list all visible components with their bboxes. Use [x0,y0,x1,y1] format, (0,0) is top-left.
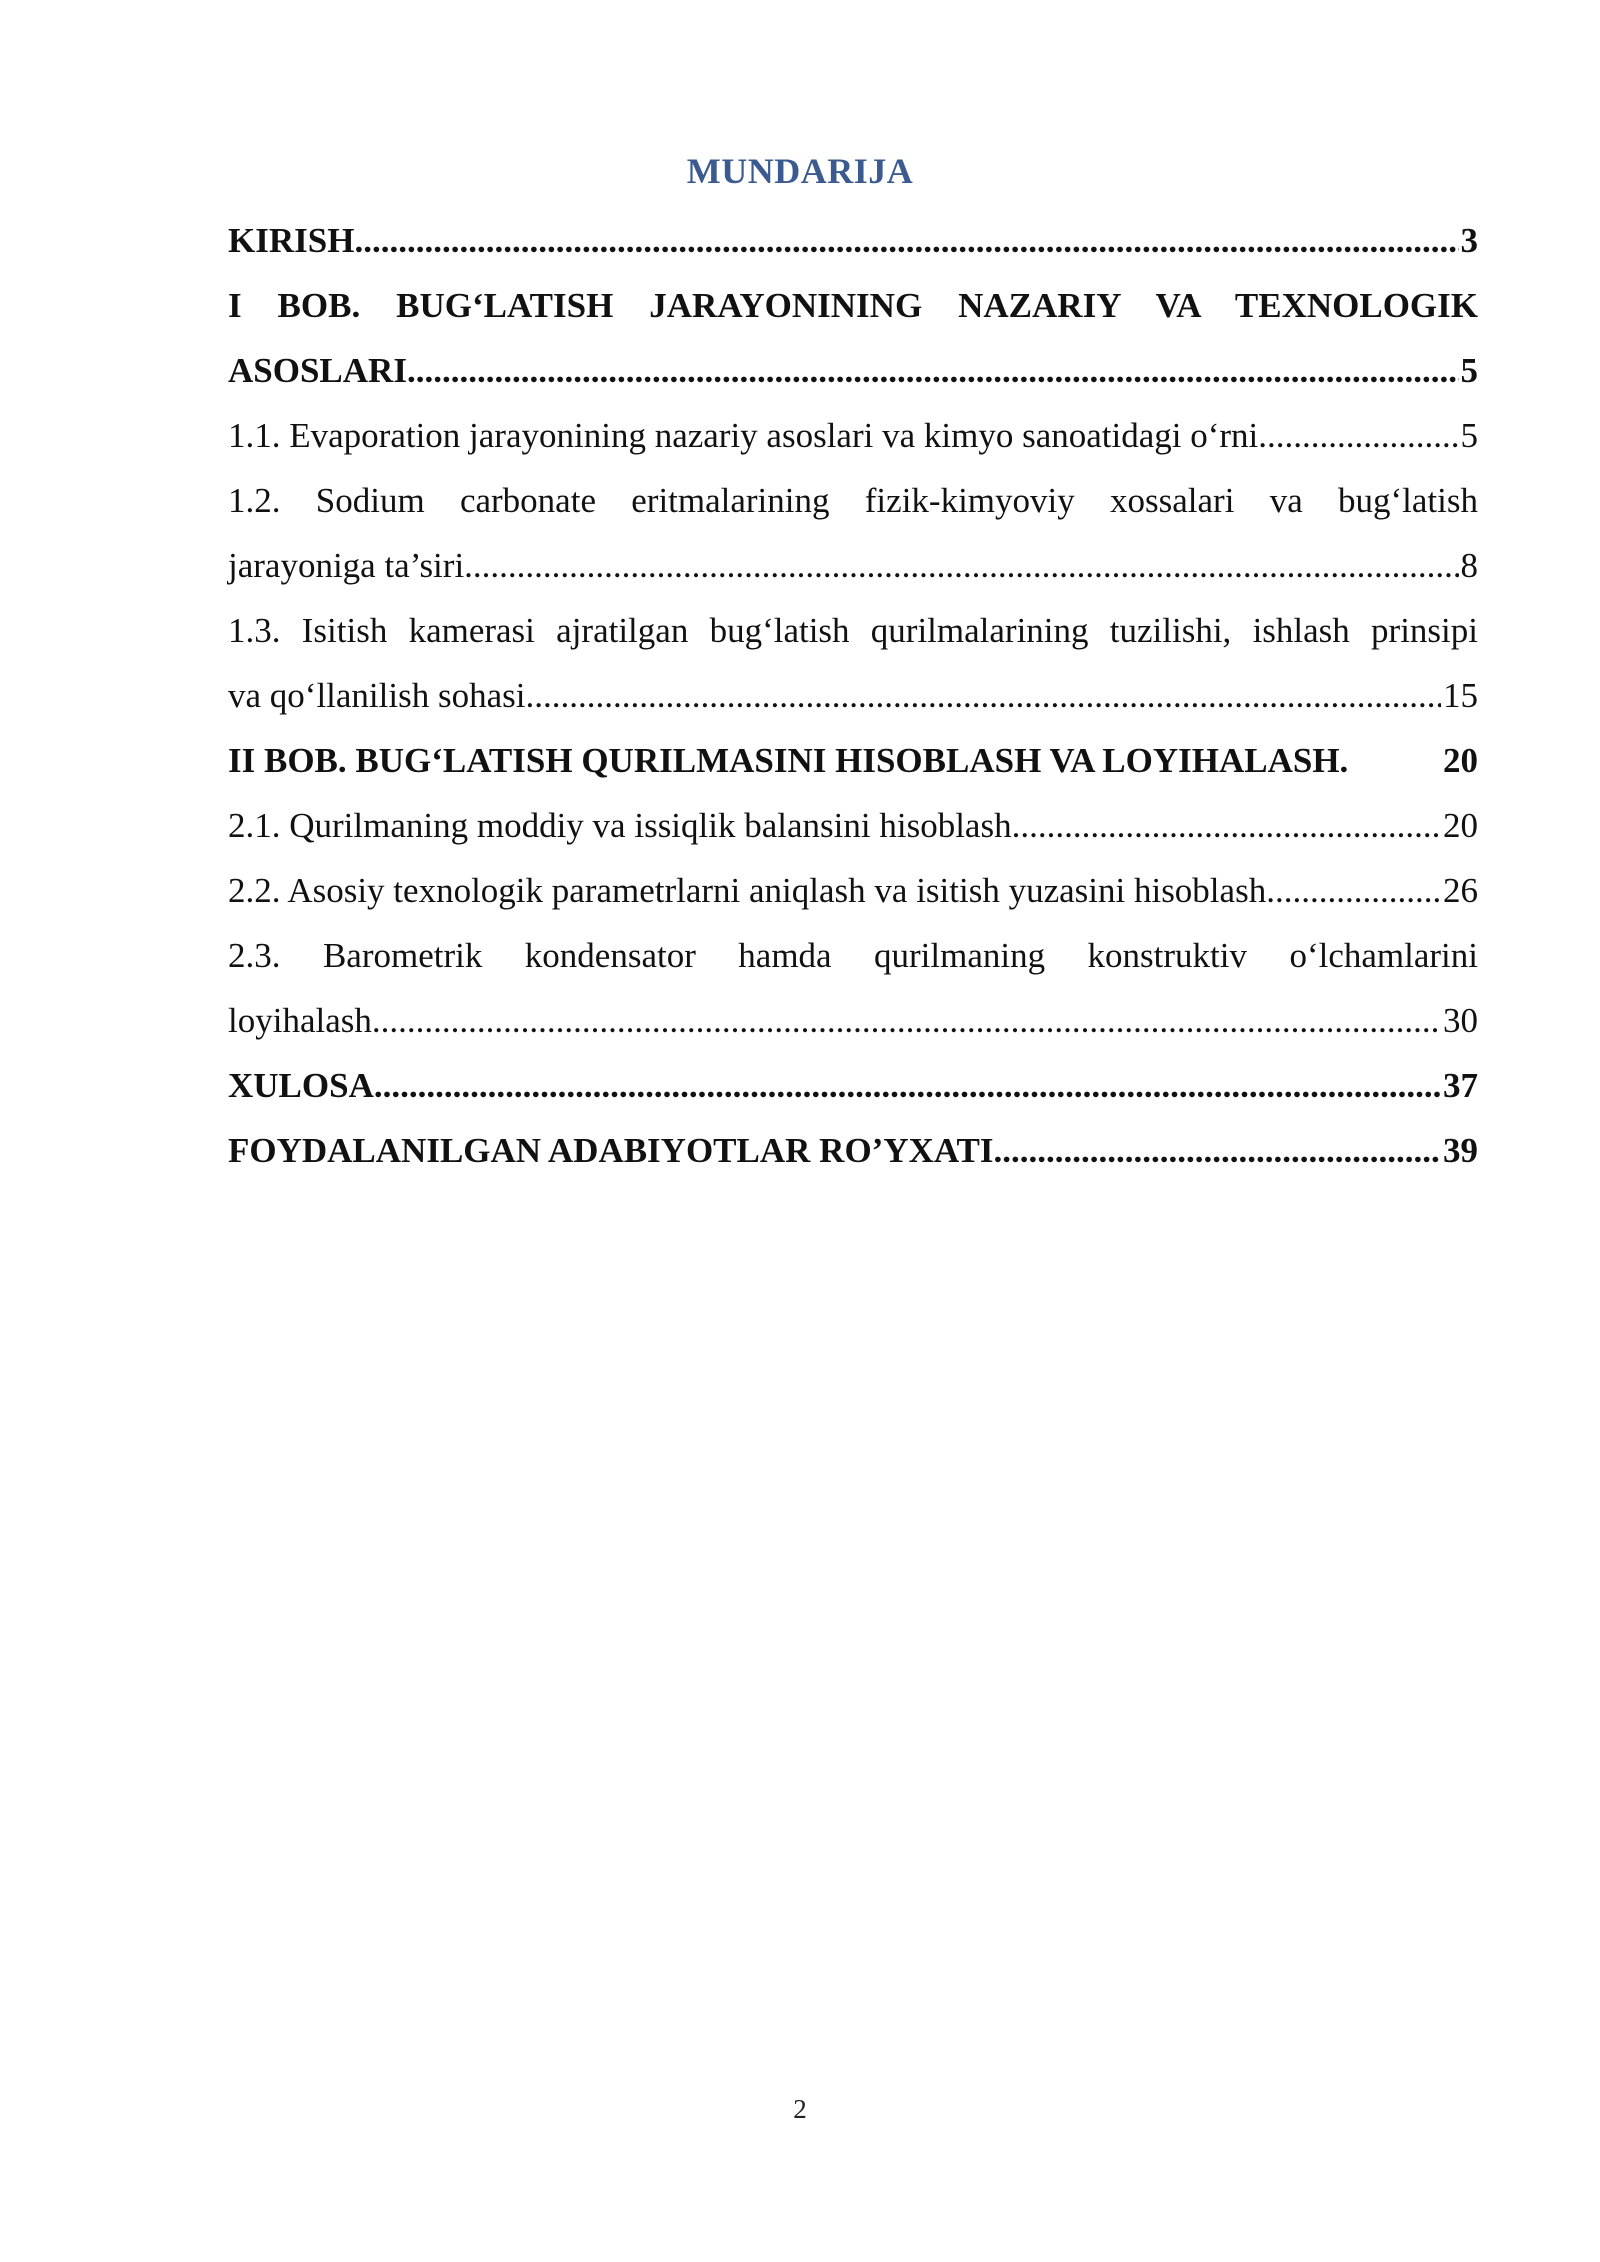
toc-entry-label: XULOSA [228,1066,374,1105]
dot-leader [1012,793,1441,858]
toc-entry-xulosa[interactable] [228,1053,1478,1118]
toc-entry-adabiyotlar[interactable] [228,1118,1478,1183]
dot-leader [374,1053,1441,1118]
toc-page-number: 3 [1460,221,1478,260]
toc-entry-1-2-line1[interactable] [228,468,1478,533]
toc-entry-label: ASOSLARI [228,351,407,390]
toc-page-number: 20 [1443,741,1478,780]
dot-leader [1258,403,1458,468]
toc-entry-2-1[interactable] [228,793,1478,858]
toc-entry-label: loyihalash [228,1001,372,1040]
toc-entry-label: 1.3. Isitish kamerasi ajratilgan bug‘latish qurilmalarining tuzilishi, ishlash prinsipi [228,611,1478,650]
toc-entry-1-2-line2[interactable] [228,533,1478,598]
toc-title: MUNDARIJA [686,151,914,191]
toc-entry-bob2[interactable] [228,728,1478,793]
toc-page-number: 5 [1460,351,1478,390]
toc-entry-label: jarayoniga ta’siri [228,546,465,585]
dot-leader [354,208,1458,273]
toc-entry-label: 2.3. Barometrik kondensator hamda qurilmaning konstruktiv o‘lchamlarini [228,936,1478,975]
toc-entry-label: va qo‘llanilish sohasi [228,676,526,715]
toc-entry-label: I BOB. BUG‘LATISH JARAYONINING NAZARIY VA TEXNOLOGIK [228,286,1478,325]
toc-entry-bob1-line2[interactable] [228,338,1478,403]
toc-entry-bob1-line1[interactable] [228,273,1478,338]
toc-entry-1-3-line1[interactable] [228,598,1478,663]
toc-entry-2-3-line2[interactable] [228,988,1478,1053]
toc-page-number: 30 [1443,1001,1478,1040]
dot-leader [407,338,1459,403]
dot-leader [464,533,1458,598]
toc-entry-label: 2.2. Asosiy texnologik parametrlarni aniqlash va isitish yuzasini hisoblash [228,871,1267,910]
table-of-contents [228,208,1478,1183]
toc-entry-label: 2.1. Qurilmaning moddiy va issiqlik balansini hisoblash [228,806,1012,845]
toc-entry-1-1[interactable] [228,403,1478,468]
dot-leader [525,663,1441,728]
toc-entry-2-2[interactable] [228,858,1478,923]
page-number: 2 [793,2094,807,2124]
toc-entry-label: 1.2. Sodium carbonate eritmalarining fizik-kimyoviy xossalari va bug‘latish [228,481,1478,520]
toc-page-number: 37 [1443,1066,1478,1105]
toc-entry-label: KIRISH [228,221,355,260]
toc-page-number: 5 [1460,416,1478,455]
toc-page-number: 8 [1460,546,1478,585]
toc-page-number: 26 [1443,871,1478,910]
toc-entry-label: II BOB. BUG‘LATISH QURILMASINI HISOBLASH VA LOYIHALASH. [228,741,1349,780]
toc-entry-1-3-line2[interactable] [228,663,1478,728]
toc-entry-label: 1.1. Evaporation jarayonining nazariy asoslari va kimyo sanoatidagi o‘rni [228,416,1259,455]
toc-entry-kirish[interactable] [228,208,1478,273]
dot-leader [372,988,1441,1053]
toc-page-number: 20 [1443,806,1478,845]
dot-leader [1266,858,1441,923]
toc-page-number: 15 [1443,676,1478,715]
toc-page-number: 39 [1443,1131,1478,1170]
toc-entry-label: FOYDALANILGAN ADABIYOTLAR RO’YXATI [228,1131,994,1170]
toc-entry-2-3-line1[interactable] [228,923,1478,988]
dot-leader [994,1118,1441,1183]
